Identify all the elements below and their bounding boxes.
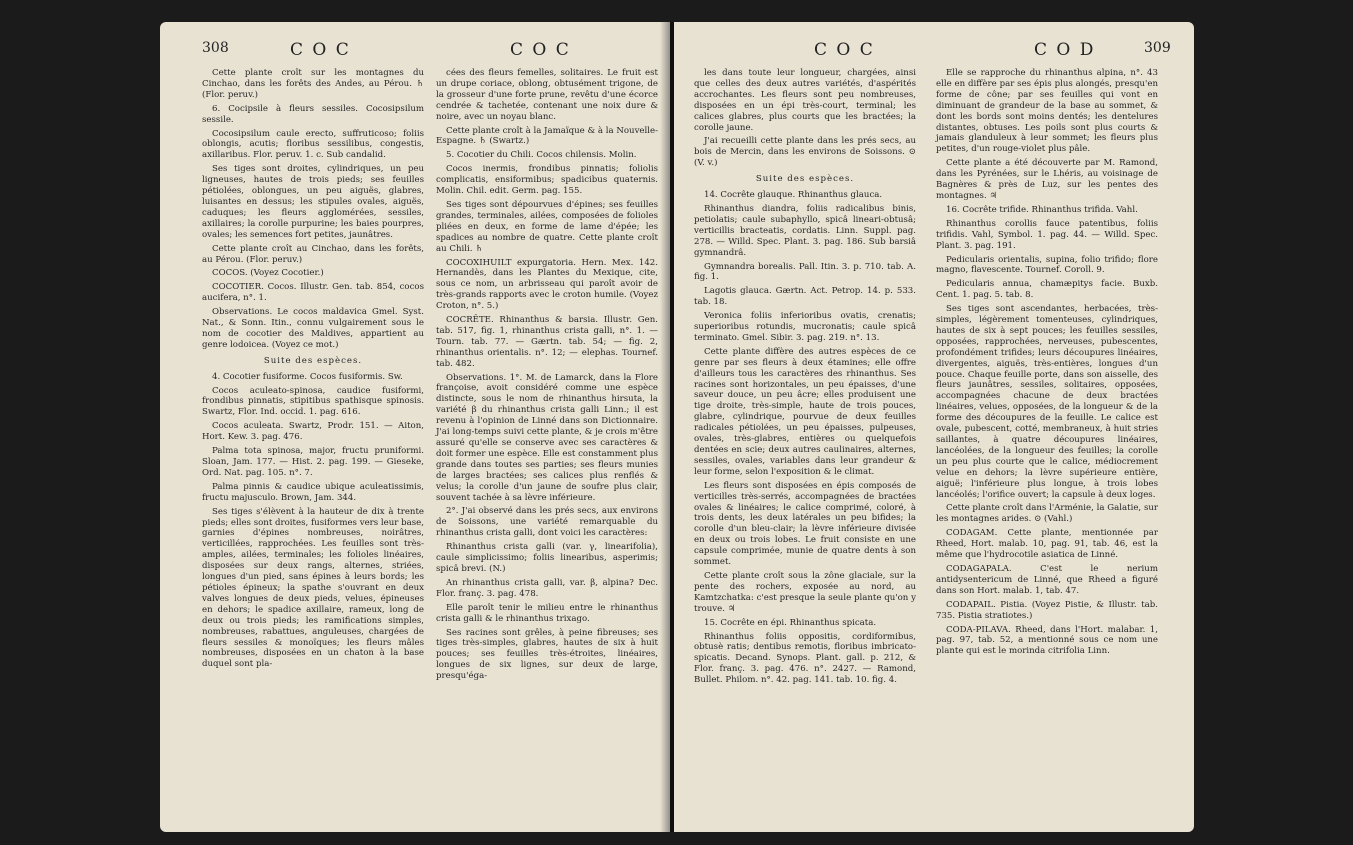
paragraph: 5. Cocotier du Chili. Cocos chilensis. Molin. xyxy=(446,150,637,161)
paragraph: COCOTIER. Cocos. Illustr. Gen. tab. 854, cocos aucifera, n°. 1. xyxy=(202,282,424,304)
paragraph: CODA-PILAVA. Rheed, dans l'Hort. malabar. 1, pag. 97, tab. 52, a mentionné sous ce nom une plante qui est le morinda citrifolia Linn. xyxy=(936,624,1158,657)
right-page-number: 309 xyxy=(1144,40,1171,56)
paragraph: Cette plante diffère des autres espèces de ce genre par ses fleurs à deux étamines; elle offre d'ailleurs tous les caractères des rhinanthus. Ses racines sont horizontales, un peu épaisses, d'une saveur douce, un peu âcre; elles produisent une tige droite, très-simple, haute de trois pouces, glabre, cylindrique, pourvue de deux feuilles radicales pétiolées, un peu épaisses, pulpeuses, ovales, très-glabres, entières ou quelquefois dentées en scie; deux autres caulinaires, alternes, sessiles, ovales, variables dans leur grandeur & leur forme, selon l'exposition & le climat. xyxy=(694,346,916,477)
paragraph: Cette plante croît sur les montagnes du Cinchao, dans les forêts des Andes, au Pérou. ♄ (Flor. peruv.) xyxy=(202,68,424,100)
paragraph: Pedicularis orientalis, supina, folio trifido; flore magno, flavescente. Tournef. Coroll. 9. xyxy=(936,254,1158,276)
left-page-number: 308 xyxy=(202,40,229,56)
paragraph: Suite des espèces. xyxy=(755,174,855,185)
paragraph: Cette plante a été découverte par M. Ramond, dans les Pyrénées, sur le Lhéris, au voisinage de Bagnères & près de Luz, sur les pentes des montagnes. ♃ xyxy=(936,158,1158,201)
left-page-column-1 xyxy=(202,68,424,673)
paragraph: 2°. J'ai observé dans les prés secs, aux environs de Soissons, une variété remarquable du rhinanthus crista galli, dont voici les caractères: xyxy=(436,506,658,539)
paragraph: COCRÊTE. Rhinanthus & barsia. Illustr. Gen. tab. 517, fig. 1, rhinanthus crista galli, n°. 1. — Tourn. tab. 77. — Gærtn. tab. 54; — fig. 2, rhinanthus orientalis. n°. 12; — elephas. Tournef. tab. 482. xyxy=(436,315,658,369)
left-page-column-2 xyxy=(436,68,658,685)
paragraph: 6. Cocipsile à fleurs sessiles. Cocosipsilum sessile. xyxy=(202,103,424,125)
paragraph: Gymnandra borealis. Pall. Itin. 3. p. 710. tab. A. fig. 1. xyxy=(694,261,916,283)
right-page-header-left: C O C xyxy=(814,40,875,60)
paragraph: Suite des espèces. xyxy=(263,355,363,366)
paragraph: 16. Cocrête trifide. Rhinanthus trifida. Vahl. xyxy=(946,204,1138,215)
paragraph: Palma tota spinosa, major, fructu pruniformi. Sloan, Jam. 177. — Hist. 2. pag. 199. — Gieseke, Ord. Nat. pag. 105. n°. 7. xyxy=(202,446,424,478)
paragraph: 4. Cocotier fusiforme. Cocos fusiformis. Sw. xyxy=(212,371,403,382)
paragraph: COCOS. (Voyez Cocotier.) xyxy=(212,268,324,279)
paragraph: Observations. 1°. M. de Lamarck, dans la Flore françoise, avoit considéré comme une espèce distincte, sous le nom de rhinanthus hirsuta, la variété β du rhinanthus crista galli Linn.; il est revenu à l'opinion de Linné dans son Dictionnaire. J'ai long-temps suivi cette plante, & je crois m'être assuré qu'elle se conserve avec ses caractères & doit former une espèce. Elle est constamment plus grande dans toutes ses parties; ses fleurs munies de larges bractées; ses calices plus renflés & velus; la corolle d'un jaune de soufre plus clair, souvent tachée à sa lèvre inférieure. xyxy=(436,372,658,503)
paragraph: Cocosipsilum caule erecto, suffruticoso; foliis oblongis, acutis; floribus sessilibus, congestis, axillaribus. Flor. peruv. 1. c. Sub candalid. xyxy=(202,128,424,161)
right-page-column-2 xyxy=(936,68,1158,660)
right-page xyxy=(674,22,1194,832)
right-page-header-right: C O D xyxy=(1034,40,1096,60)
paragraph: COCOXIHUILT expurgatoria. Hern. Mex. 142. Hernandès, dans les Plantes du Mexique, cite, sous ce nom, un arbrisseau qui paroît avoir de très-grands rapports avec le croton humile. (Voyez Croton, n°. 5.) xyxy=(436,257,658,312)
paragraph: Ses tiges sont dépourvues d'épines; ses feuilles grandes, terminales, ailées, composées de folioles pliées en deux, en forme de lame d'épée; les spadices au nombre de quatre. Cette plante croît au Chili. ♄ xyxy=(436,199,658,254)
paragraph: Cocos aculeato-spinosa, caudice fusiformi, frondibus pinnatis, stipitibus spathisque spinosis. Swartz, Flor. Ind. occid. 1. pag. 616. xyxy=(202,385,424,418)
left-page-header-right: C O C xyxy=(510,40,571,60)
paragraph: CODAPAIL. Pistia. (Voyez Pistie, & Illustr. tab. 735. Pistia stratiotes.) xyxy=(936,599,1158,621)
paragraph: Palma pinnis & caudice ubique aculeatissimis, fructu majusculo. Brown, Jam. 344. xyxy=(202,481,424,503)
paragraph: Rhinanthus crista galli (var. γ, linearifolia), caule simplicissimo; foliis linearibus, asperimis; spicâ brevi. (N.) xyxy=(436,542,658,574)
paragraph: Elle paroît tenir le milieu entre le rhinanthus crista galli & le rhinanthus trixago. xyxy=(436,602,658,624)
paragraph: Ses tiges s'élèvent à la hauteur de dix à trente pieds; elles sont droites, fusiformes vers leur base, garnies d'épines nombreuses, noirâtres, verticillées, rapprochées. Les feuilles sont très-amples, ailées, terminales; les folioles linéaires, disposées sur deux rangs, alternes, striées, longues d'un pied, sans épines à leurs bords; les pétioles épineux; la spathe s'ouvrant en deux valves longues de deux pieds, velues, épineuses en dehors; le spadice axillaire, rameux, long de deux ou trois pieds; les ramifications simples, nombreuses, rabattues, anguleuses, chargées de fleurs sessiles & monoïques; les fleurs mâles nombreuses, disposées en un chaton à la base duquel sont pla- xyxy=(202,506,424,670)
paragraph: cées des fleurs femelles, solitaires. Le fruit est un drupe coriace, oblong, obtusément trigone, de la grosseur d'une forte prune, revêtu d'une écorce cendrée & tachetée, contenant une noix dure & noire, avec un noyau blanc. xyxy=(436,68,658,122)
paragraph: Observations. Le cocos maldavica Gmel. Syst. Nat., & Sonn. Itin., connu vulgairement sous le nom de cocotier des Maldives, appartient au genre lodoicea. (Voyez ce mot.) xyxy=(202,307,424,350)
paragraph: Ses tiges sont ascendantes, herbacées, très-simples, légèrement tomenteuses, cylindriques, hautes de six à sept pouces; les feuilles sessiles, opposées, rapprochées, nerveuses, pubescentes, profondément trifides; leurs découpures linéaires, divergentes, aiguës, très-entières, longues d'un pouce. Chaque feuille porte, dans son aisselle, des fleurs jaunâtres, sessiles, solitaires, opposées, accompagnées chacune de deux bractées linéaires, velues, opposées, de la longueur & de la forme des découpures de la feuille. Le calice est ovale, pubescent, cotté, membraneux, à huit stries saillantes, à quatre découpures linéaires, lancéolées, de la longueur des feuilles; la corolle un peu plus courte que le calice, médiocrement velue en dehors; la lèvre supérieure entière, aiguë; l'inférieure plus longue, à trois lobes lancéolés; l'orifice ouvert; la capsule à deux loges. xyxy=(936,304,1158,500)
paragraph: CODAGAM. Cette plante, mentionnée par Rheed, Hort. malab. 10, pag. 91, tab. 46, est la même que l'hydrocotile asiatica de Linné. xyxy=(936,528,1158,561)
right-page-column-1 xyxy=(694,68,916,689)
paragraph: Cocos inermis, frondibus pinnatis; foliolis complicatis, ensiformibus; spadicibus quaternis. Molin. Chil. edit. Germ. pag. 155. xyxy=(436,164,658,197)
paragraph: Cette plante croît au Cinchao, dans les forêts, au Pérou. (Flor. peruv.) xyxy=(202,243,424,265)
paragraph: Rhinanthus diandra, foliis radicalibus binis, petiolatis; caule subaphyllo, spicâ lineari-obtusâ; verticillis bracteatis, cordatis. Linn. Suppl. pag. 278. — Willd. Spec. Plant. 3. pag. 186. Sub barsiâ gymnandrâ. xyxy=(694,203,916,258)
paragraph: Les fleurs sont disposées en épis composés de verticilles très-serrés, accompagnées de bractées ovales & linéaires; le calice comprimé, coloré, à trois dents, les deux latérales un peu bifides; la corolle d'un bleu-clair; la lèvre inférieure divisée en deux ou trois lobes. Le fruit consiste en une capsule comprimée, munie de quatre dents à son sommet. xyxy=(694,480,916,568)
paragraph: les dans toute leur longueur, chargées, ainsi que celles des deux autres variétés, d'aspérités accrochantes. Les fleurs sont peu nombreuses, disposées en un épi très-court, terminal; les calices glabres, plus courts que les bractées; la corolle jaune. xyxy=(694,68,916,133)
paragraph: Rhinanthus corollis fauce patentibus, foliis trifidis. Vahl, Symbol. 1. pag. 44. — Willd. Spec. Plant. 3. pag. 191. xyxy=(936,218,1158,251)
paragraph: An rhinanthus crista galli, var. β, alpina? Dec. Flor. franç. 3. pag. 478. xyxy=(436,577,658,599)
paragraph: J'ai recueilli cette plante dans les prés secs, au bois de Mercin, dans les environs de Soissons. ⊙ (V. v.) xyxy=(694,136,916,169)
paragraph: Ses racines sont grêles, à peine fibreuses; ses tiges très-simples, glabres, hautes de six à huit pouces; ses feuilles très-étroites, linéaires, longues de six lignes, sur deux de large, presqu'éga- xyxy=(436,627,658,682)
paragraph: Cette plante croît à la Jamaïque & à la Nouvelle-Espagne. ♄ (Swartz.) xyxy=(436,125,658,147)
paragraph: Lagotis glauca. Gærtn. Act. Petrop. 14. p. 533. tab. 18. xyxy=(694,286,916,308)
paragraph: Rhinanthus foliis oppositis, cordiformibus, obtusè ratis; dentibus remotis, floribus imbricato-spicatis. Decand. Synops. Plant. gall. p. 212, & Flor. franç. 3. pag. 476. n°. 2427. — Ramond, Bullet. Philom. n°. 42. pag. 141. tab. 10. fig. 4. xyxy=(694,631,916,686)
left-page-header-left: C O C xyxy=(290,40,351,60)
paragraph: Ses tiges sont droites, cylindriques, un peu ligneuses, hautes de trois pieds; ses feuilles pétiolées, oblongues, un peu aiguës, glabres, luisantes en dessus; les stipules ovales, aiguës, caduques; les fleurs agglomérées, sessiles, axillaires; la corolle purpurine; les baies pourpres, ovales; les semences fort petites, jaunâtres. xyxy=(202,164,424,240)
paragraph: Elle se rapproche du rhinanthus alpina, n°. 43 elle en diffère par ses épis plus alongés, presqu'en forme de cône; par ses feuilles qui vont en diminuant de grandeur de la base au sommet, & dont les bords sont moins dentés; les dentelures distantes, obtuses. Les poils sont plus courts & jamais glanduleux à leur sommet; les fleurs plus petites, d'un rouge-violet plus pâle. xyxy=(936,68,1158,155)
paragraph: 14. Cocrête glauque. Rhinanthus glauca. xyxy=(704,190,883,201)
paragraph: Cette plante croît sous la zône glaciale, sur la pente des rochers, exposée au nord, au Kamtzchatka: c'est presque la seule plante qu'on y trouve. ♃ xyxy=(694,570,916,614)
paragraph: 15. Cocrête en épi. Rhinanthus spicata. xyxy=(704,617,877,628)
paragraph: Cocos aculeata. Swartz, Prodr. 151. — Aiton, Hort. Kew. 3. pag. 476. xyxy=(202,421,424,443)
paragraph: Cette plante croît dans l'Arménie, la Galatie, sur les montagnes arides. ⊙ (Vahl.) xyxy=(936,503,1158,525)
left-page xyxy=(160,22,670,832)
paragraph: CODAGAPALA. C'est le nerium antidysentericum de Linné, que Rheed a figuré dans son Hort. malab. 1, tab. 47. xyxy=(936,563,1158,596)
paragraph: Veronica foliis inferioribus ovatis, crenatis; superioribus rotundis, mucronatis; caule spicâ terminato. Gmel. Sibir. 3. pag. 219. n°. 13. xyxy=(694,311,916,343)
paragraph: Pedicularis annua, chamæpitys facie. Buxb. Cent. 1. pag. 5. tab. 8. xyxy=(936,279,1158,301)
